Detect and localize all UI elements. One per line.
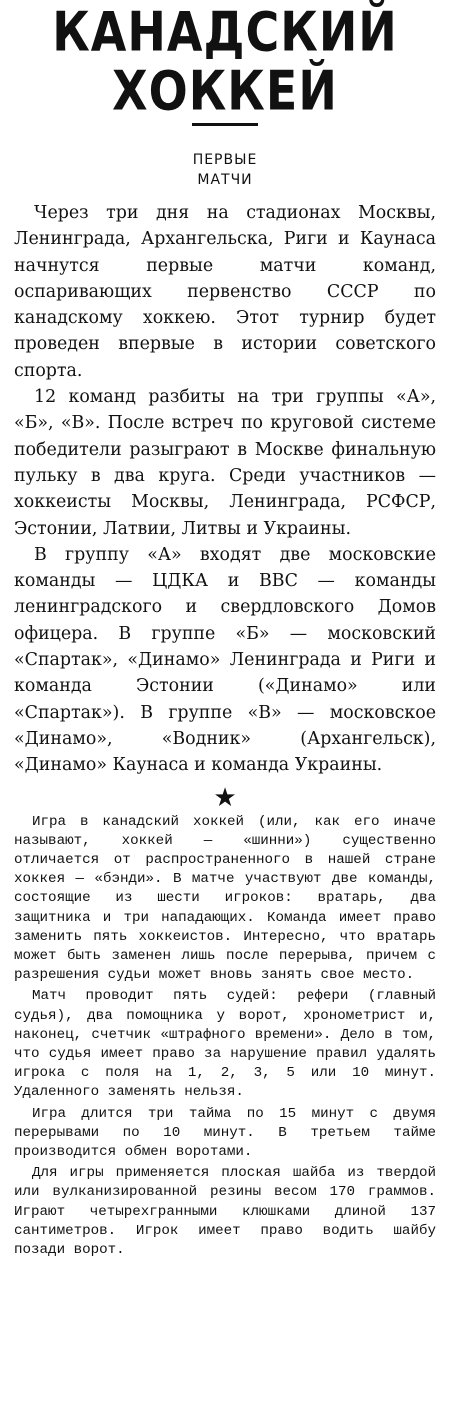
article-headline: [14, 0, 436, 123]
lead-paragraph: В группу «А» входят две московские команды — ЦДКА и ВВС — команды ленинградского и свердловского Домов офицера. В группе «Б» — московский «Спартак», «Динамо» Ленинграда и Риги и команда Эстонии («Динамо» или «Спартак»). В группе «В» — московское «Динамо», «Водник» (Архангельск), «Динамо» Каунаса и команда Украины.: [14, 544, 436, 776]
subhead-line-1: ПЕРВЫЕ: [192, 152, 258, 168]
headline-line-2: ХОККЕЙ: [112, 58, 338, 123]
lead-paragraph: Через три дня на стадионах Москвы, Ленинграда, Архангельска, Риги и Каунаса начнутся первые матчи команд, оспаривающих первенство СССР по канадскому хоккею. Этот турнир будет проведен впервые в истории советского спорта.: [14, 203, 436, 381]
body-paragraph: Игра в канадский хоккей (или, как его иначе называют, хоккей — «шинни») существенно отличается от распространенного в нашей стране хоккея — «бэнди». В матче участвуют две команды, состоящие из шести игроков: вратарь, два защитника и три нападающих. Команда имеет право заменить пять хоккеистов. Интересно, что вратарь может быть заменен лишь после перерыва, причем с разрешения судьи может вновь занять свое место.: [14, 813, 436, 984]
article-subhead: [14, 150, 436, 190]
subhead-line-2: МАТЧИ: [197, 172, 253, 188]
body-section: [14, 813, 436, 1261]
headline-line-1: КАНАДСКИЙ: [52, 0, 398, 64]
body-paragraph: Игра длится три тайма по 15 минут с двумя перерывами по 10 минут. В третьем тайме производится обмен воротами.: [14, 1105, 436, 1160]
lead-section: [14, 200, 436, 779]
star-separator-icon: ★: [213, 782, 237, 813]
body-paragraph: Для игры применяется плоская шайба из твердой или вулканизированной резины весом 170 граммов. Играют четырехгранными клюшками длиной 137 сантиметров. Игрок имеет право водить шайбу позади ворот.: [14, 1165, 436, 1258]
lead-paragraph: 12 команд разбиты на три группы «А», «Б», «В». После встреч по круговой системе победители разыграют в Москве финальную пульку в два круга. Среди участников — хоккеисты Москвы, Ленинграда, РСФСР, Эстонии, Латвии, Литвы и Украины.: [14, 387, 436, 539]
headline-rule: [192, 123, 258, 126]
body-paragraph: Матч проводит пять судей: рефери (главный судья), два помощника у ворот, хронометрист и, наконец, счетчик «штрафного времени». Дело в том, что судья имеет право за нарушение правил удалять игрока с поля на 1, 2, 3, 5 или 10 минут. Удаленного заменять нельзя.: [14, 988, 436, 1101]
